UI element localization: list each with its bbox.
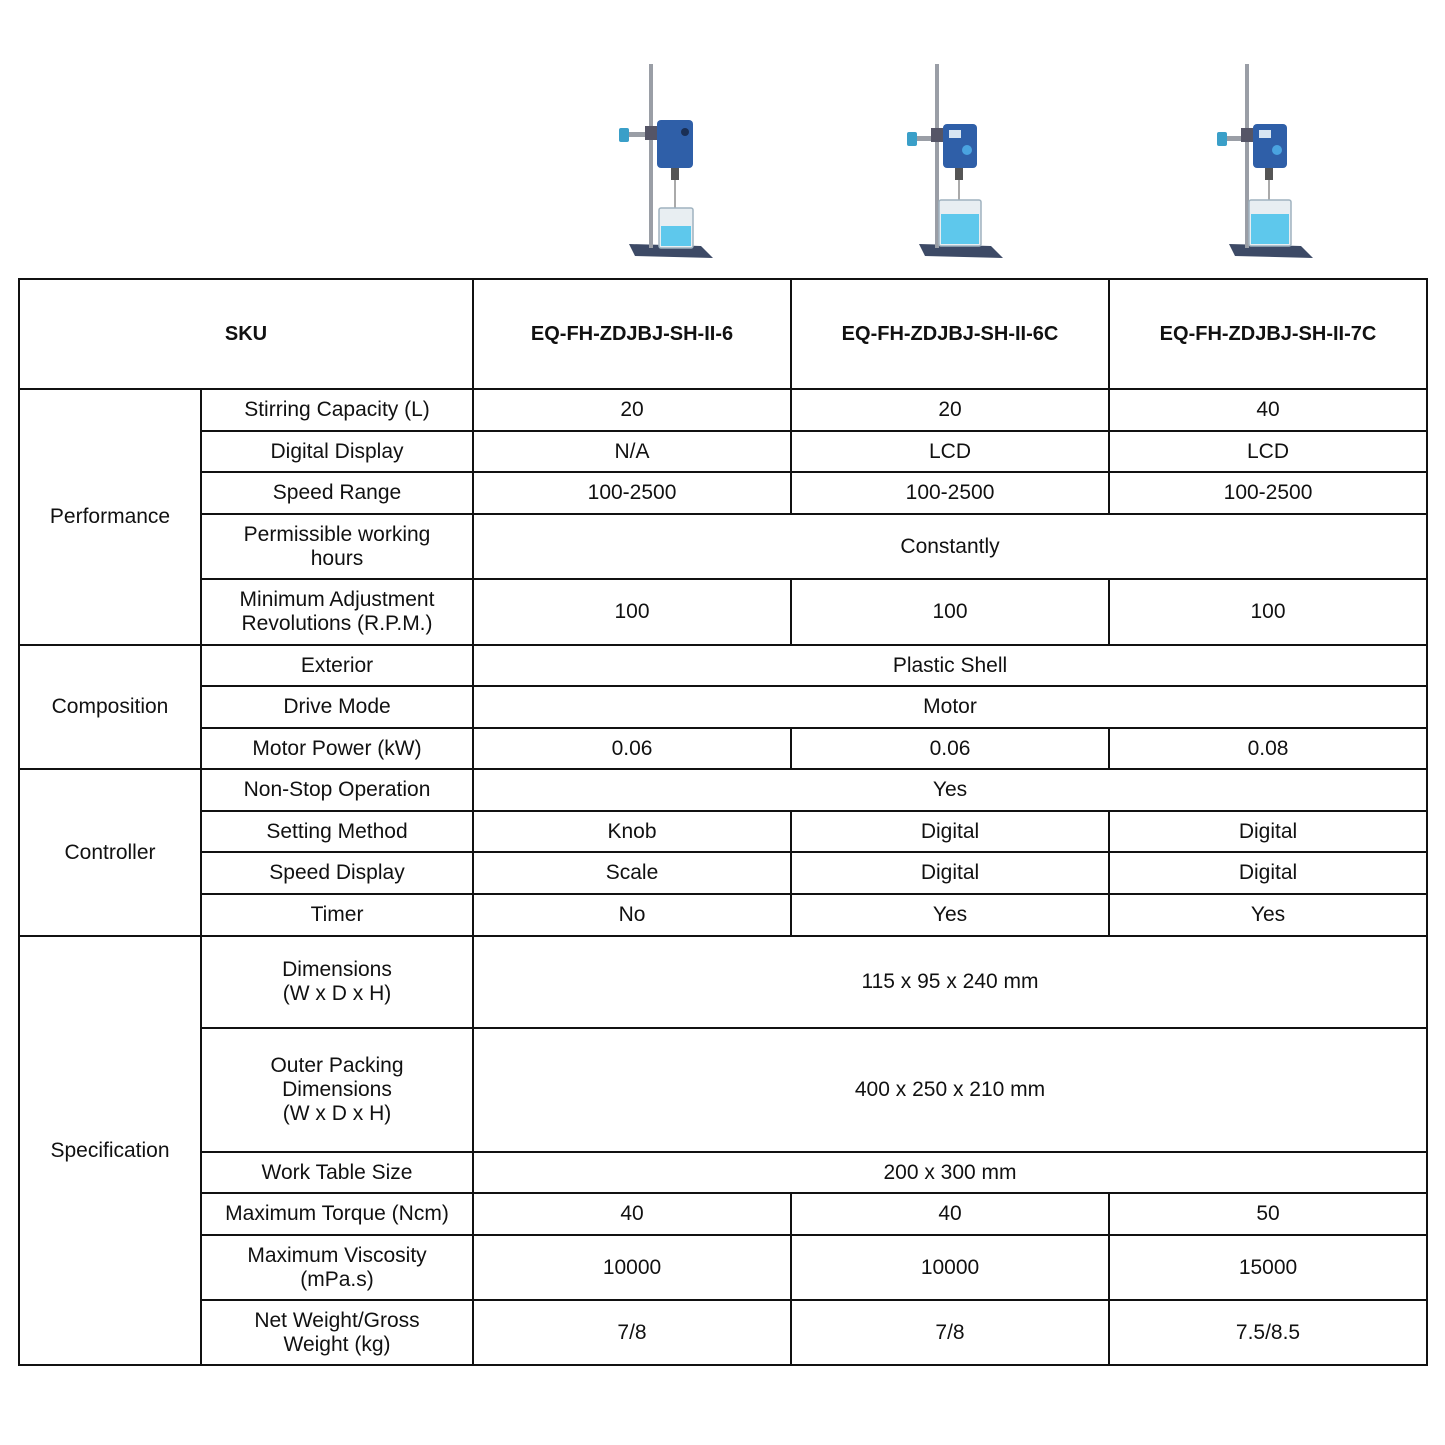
cell-value: 400 x 250 x 210 mm [473, 1028, 1427, 1152]
table-row [19, 389, 1427, 431]
cell-value: Scale [473, 852, 791, 894]
spec-table [18, 278, 1428, 1366]
table-row [19, 686, 1427, 728]
product-image-1 [605, 58, 745, 268]
cell-value: 100-2500 [473, 472, 791, 514]
cell-value: 10000 [791, 1235, 1109, 1300]
cell-value: Motor [473, 686, 1427, 728]
table-row [19, 811, 1427, 852]
row-label [201, 936, 473, 1028]
cell-value: 100 [1109, 579, 1427, 645]
row-label-line: Weight (kg) [283, 1332, 391, 1356]
row-label: Setting Method [201, 811, 473, 852]
row-label-line: Revolutions (R.P.M.) [241, 612, 433, 635]
cell-value: Constantly [473, 514, 1427, 579]
row-label: Exterior [201, 645, 473, 686]
row-label: Stirring Capacity (L) [201, 389, 473, 431]
cell-value: 7/8 [473, 1300, 791, 1365]
cell-value: 115 x 95 x 240 mm [473, 936, 1427, 1028]
row-label [201, 1235, 473, 1300]
cell-value: Knob [473, 811, 791, 852]
table-row [19, 645, 1427, 686]
cell-value: 0.06 [473, 728, 791, 769]
row-label-line: Net Weight/Gross [254, 1308, 420, 1332]
table-row [19, 1300, 1427, 1365]
cell-value: Digital [1109, 852, 1427, 894]
row-label [201, 1300, 473, 1365]
table-row [19, 579, 1427, 645]
cell-value: 100-2500 [791, 472, 1109, 514]
cell-value: 100-2500 [1109, 472, 1427, 514]
cell-value: 10000 [473, 1235, 791, 1300]
row-label: Motor Power (kW) [201, 728, 473, 769]
cell-value: Plastic Shell [473, 645, 1427, 686]
table-header-row [19, 279, 1427, 389]
row-label: Digital Display [201, 431, 473, 472]
cell-value: N/A [473, 431, 791, 472]
table-row [19, 472, 1427, 514]
row-label: Drive Mode [201, 686, 473, 728]
cell-value: Yes [473, 769, 1427, 811]
row-label-line: Dimensions [282, 958, 392, 981]
cell-value: 0.06 [791, 728, 1109, 769]
table-row [19, 894, 1427, 936]
cell-value: 15000 [1109, 1235, 1427, 1300]
table-row [19, 431, 1427, 472]
row-label: Maximum Torque (Ncm) [201, 1193, 473, 1235]
cell-value: Digital [791, 811, 1109, 852]
row-label: Work Table Size [201, 1152, 473, 1193]
row-label: Timer [201, 894, 473, 936]
cell-value: Yes [791, 894, 1109, 936]
sku-header: SKU [19, 279, 473, 389]
cell-value: 20 [473, 389, 791, 431]
cell-value: Digital [1109, 811, 1427, 852]
cell-value: 40 [791, 1193, 1109, 1235]
cell-value: 0.08 [1109, 728, 1427, 769]
sku-3: EQ-FH-ZDJBJ-SH-II-7C [1109, 279, 1427, 389]
table-row [19, 1193, 1427, 1235]
cell-value: 100 [791, 579, 1109, 645]
group-label-composition: Composition [19, 645, 201, 769]
row-label: Speed Range [201, 472, 473, 514]
cell-value: 7.5/8.5 [1109, 1300, 1427, 1365]
row-label-line: (mPa.s) [300, 1267, 374, 1291]
table-row [19, 728, 1427, 769]
table-row [19, 769, 1427, 811]
sku-1: EQ-FH-ZDJBJ-SH-II-6 [473, 279, 791, 389]
table-row [19, 1235, 1427, 1300]
group-label-specification: Specification [19, 936, 201, 1365]
table-row [19, 1028, 1427, 1152]
product-image-3 [1205, 58, 1345, 268]
cell-value: 40 [473, 1193, 791, 1235]
row-label: Non-Stop Operation [201, 769, 473, 811]
row-label-line: Maximum Viscosity [247, 1243, 427, 1267]
overhead-stirrer-icon [895, 58, 1035, 268]
overhead-stirrer-icon [605, 58, 745, 268]
cell-value: 20 [791, 389, 1109, 431]
cell-value: 50 [1109, 1193, 1427, 1235]
cell-value: LCD [791, 431, 1109, 472]
cell-value: No [473, 894, 791, 936]
product-image-2 [895, 58, 1035, 268]
row-label-line: (W x D x H) [282, 1102, 392, 1125]
row-label [201, 1028, 473, 1152]
table-row [19, 936, 1427, 1028]
product-images [0, 0, 1445, 278]
row-label [201, 579, 473, 645]
table-row [19, 514, 1427, 579]
row-label-line: (W x D x H) [282, 982, 392, 1005]
overhead-stirrer-icon [1205, 58, 1345, 268]
table-row [19, 852, 1427, 894]
cell-value: LCD [1109, 431, 1427, 472]
group-label-performance: Performance [19, 389, 201, 645]
cell-value: Digital [791, 852, 1109, 894]
row-label-line: Permissible working [243, 522, 431, 546]
row-label-line: hours [310, 546, 364, 570]
sku-2: EQ-FH-ZDJBJ-SH-II-6C [791, 279, 1109, 389]
group-label-controller: Controller [19, 769, 201, 936]
cell-value: 100 [473, 579, 791, 645]
row-label-line: Dimensions [282, 1078, 392, 1101]
cell-value: Yes [1109, 894, 1427, 936]
row-label-line: Minimum Adjustment [239, 588, 435, 611]
cell-value: 7/8 [791, 1300, 1109, 1365]
row-label: Speed Display [201, 852, 473, 894]
cell-value: 40 [1109, 389, 1427, 431]
table-row [19, 1152, 1427, 1193]
cell-value: 200 x 300 mm [473, 1152, 1427, 1193]
row-label [201, 514, 473, 579]
row-label-line: Outer Packing [270, 1054, 404, 1077]
